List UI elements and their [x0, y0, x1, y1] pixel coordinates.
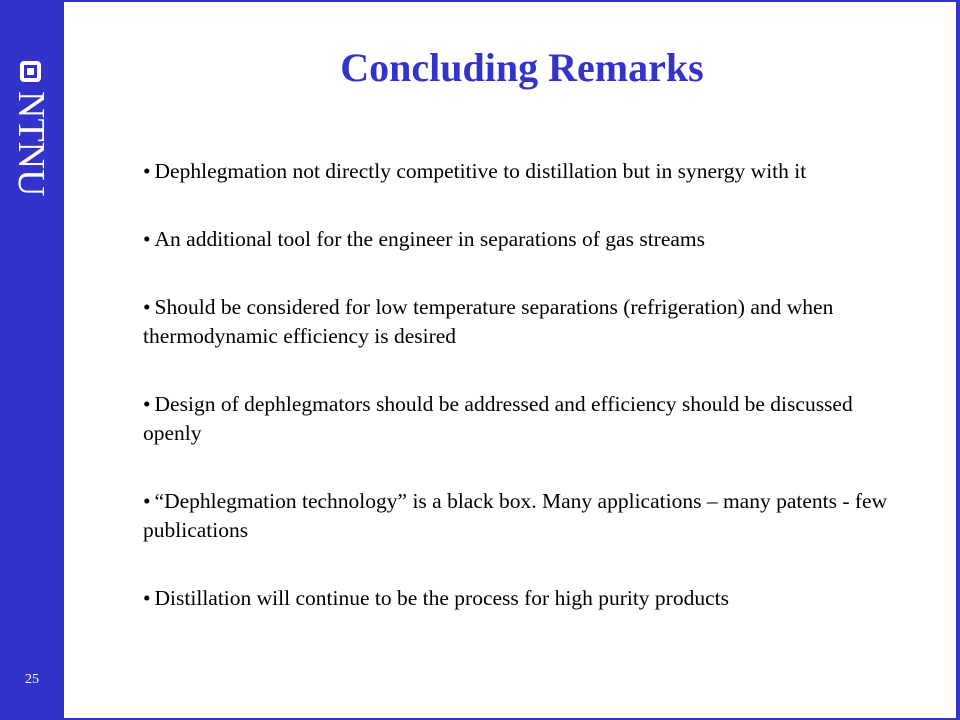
page-number: 25: [25, 672, 39, 687]
bullet-dot: •: [143, 392, 151, 416]
bullet-item: [143, 487, 903, 545]
slide-title: Concluding Remarks: [340, 45, 704, 90]
bullet-text: An additional tool for the engineer in separations of gas streams: [154, 227, 706, 251]
frame-top-border: [64, 0, 960, 2]
sidebar: [0, 0, 64, 720]
bullet-text: Distillation will continue to be the process for high purity products: [154, 586, 729, 610]
frame-right-border: [956, 0, 960, 720]
bullet-item: [143, 584, 903, 613]
bullet-text: Dephlegmation not directly competitive to distillation but in synergy with it: [154, 159, 807, 183]
ntnu-logo-icon: [20, 61, 41, 82]
bullet-item: [143, 225, 903, 254]
bullet-list: [143, 157, 903, 613]
bullet-dot: •: [143, 227, 151, 251]
bullet-dot: •: [143, 489, 151, 513]
bullet-item: [143, 390, 903, 448]
bullet-dot: •: [143, 295, 151, 319]
bullet-text: Should be considered for low temperature separations (refrigeration) and when thermodynamic efficiency is desired: [143, 295, 834, 348]
bullet-text: “Dephlegmation technology” is a black box. Many applications – many patents - few publications: [143, 489, 888, 542]
bullet-item: [143, 157, 903, 186]
logo-text: NTNU: [10, 91, 52, 197]
logo-icon-inner: [27, 68, 34, 75]
bullet-dot: •: [143, 586, 151, 610]
bullet-dot: •: [143, 159, 151, 183]
bullet-item: [143, 293, 903, 351]
bullet-text: Design of dephlegmators should be addressed and efficiency should be discussed openly: [143, 392, 853, 445]
